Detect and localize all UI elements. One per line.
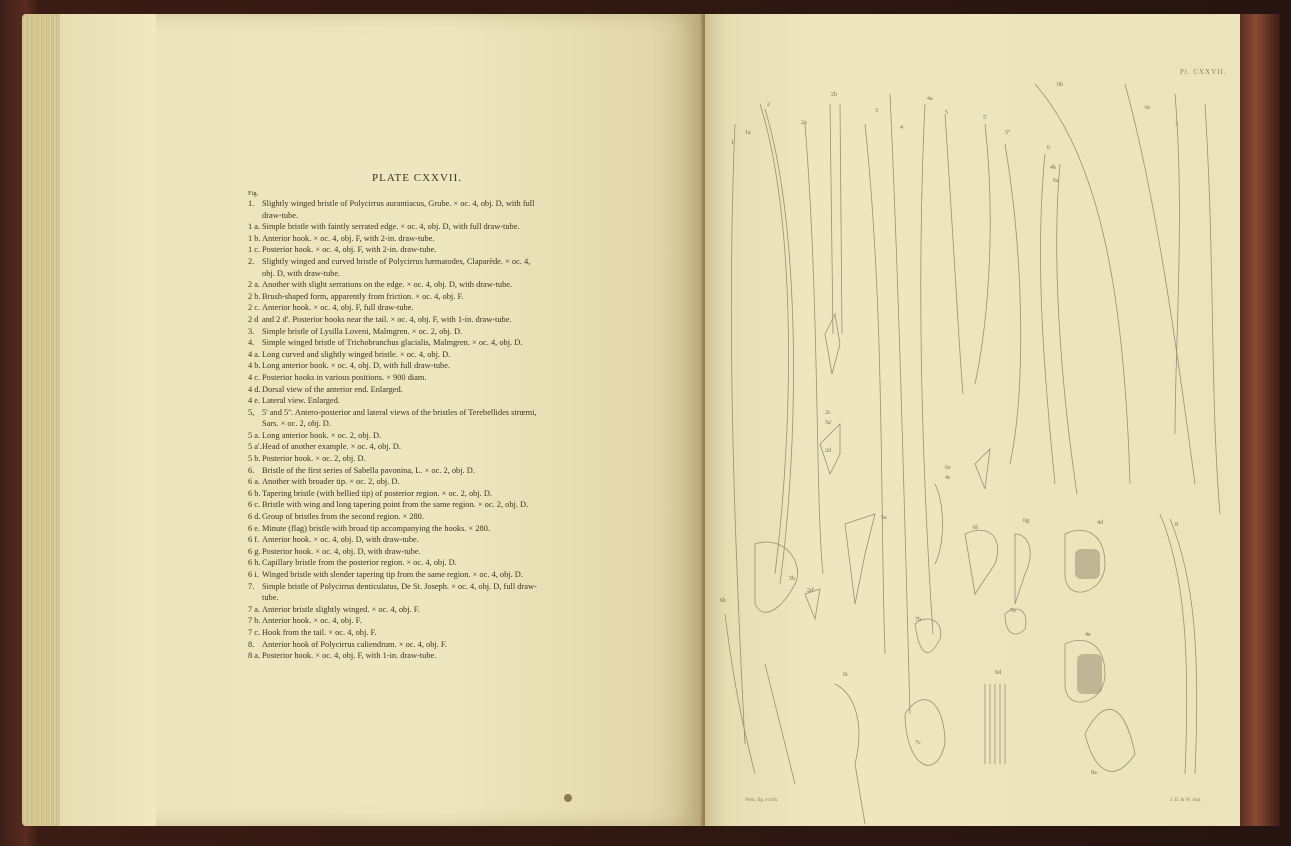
legend-entry: [248, 337, 620, 349]
hook-8a: [1085, 709, 1135, 771]
legend-entry: [248, 523, 620, 535]
page-dot-mark: [564, 794, 572, 802]
legend-fig-number: 7 c.: [248, 627, 261, 637]
legend-fig-description: Anterior hook. × oc. 4, obj. D, with draw-tube.: [262, 535, 419, 545]
legend-fig-description: Winged bristle with slender tapering tip from the same region. × oc. 4, obj. D.: [262, 570, 523, 579]
hook-7c: [905, 700, 945, 766]
legend-fig-description: 5' and 5''. Antero-posterior and lateral views of the bristles of Terebellides strœmi,: [262, 407, 537, 417]
fig-label-2b: 2b: [831, 92, 837, 98]
bristle-3: [865, 124, 885, 654]
legend-fig-number: 6 e.: [248, 523, 261, 533]
left-page-margin: [60, 14, 156, 826]
legend-fig-number: 3.: [248, 326, 255, 336]
fig-label-4a: 4a: [927, 96, 933, 102]
fig-label-2a: 2a: [801, 120, 807, 126]
legend-entry: [248, 349, 620, 361]
book-cover-edge: [1240, 14, 1280, 826]
legend-entry: [248, 279, 620, 291]
legend-fig-description: Anterior bristle slightly winged. × oc. 4, obj. F.: [262, 604, 420, 614]
legend-fig-number: 2 b.: [248, 291, 261, 301]
fig-label-5prime: 5': [983, 115, 988, 121]
plate-title: PLATE CXXVII.: [372, 172, 462, 184]
fig-label-2d: 2d: [825, 448, 831, 454]
fig-label-2: 2: [767, 102, 770, 108]
fig-label-6i: 6i: [843, 672, 848, 678]
legend-fig-description: Another with broader tip. × oc. 2, obj. D.: [262, 477, 400, 487]
legend-fig-number: 2 c.: [248, 303, 261, 313]
hook-5a: [845, 514, 875, 604]
legend-fig-description: Posterior hook. × oc. 4, obj. D, with draw-tube.: [262, 546, 421, 556]
legend-entry: [248, 546, 620, 558]
bristle-2: [760, 104, 789, 574]
legend-fig-number: 8.: [248, 639, 255, 649]
legend-entry: [248, 627, 620, 639]
legend-fig-description: Dorsal view of the anterior end. Enlarged.: [262, 384, 403, 394]
legend-entry: [248, 244, 620, 256]
fig-label-5: 5: [945, 110, 948, 116]
fig-label-6d: 6d: [995, 670, 1001, 676]
fig-label-4c: 4c: [945, 475, 951, 481]
bristle-7a: [1205, 104, 1220, 514]
legend-entry: [248, 384, 620, 396]
worm-lateral-view: [1077, 654, 1102, 694]
bristle-1: [731, 124, 745, 744]
legend-fig-description: Slightly winged and curved bristle of Polycirrus hæmatodes, Claparède. × oc. 4,: [262, 256, 531, 266]
legend-fig-number: 4 e.: [248, 396, 261, 406]
legend-entry: [248, 581, 620, 593]
plate-number: Pl. CXXVII.: [1180, 68, 1227, 76]
legend-entry: [248, 407, 620, 419]
legend-entry: [248, 557, 620, 569]
legend-fig-number: 1 a.: [248, 222, 261, 232]
legend-fig-description: Long anterior hook. × oc. 4, obj. D, with full draw-tube.: [262, 361, 451, 371]
legend-entry: [248, 511, 620, 523]
legend-fig-number: 5 b.: [248, 454, 261, 464]
legend-fig-description: Head of another example. × oc. 4, obj. D.: [262, 442, 401, 452]
fig-label-4e: 4e: [1085, 632, 1091, 638]
fig-label-5a: 5a: [881, 515, 887, 521]
fig-label-3: 3: [875, 108, 878, 114]
fig-label-7: 7: [1175, 122, 1178, 128]
hook-6f: [965, 530, 998, 594]
legend-entry-continuation: Sars. × oc. 2, obj. D.: [262, 419, 331, 429]
legend-entry: [248, 465, 620, 477]
bristle-4a: [921, 104, 933, 634]
legend-fig-description: Bristle with wing and long tapering point from the same region. × oc. 2, obj. D.: [262, 500, 529, 510]
legend-entry: [248, 615, 620, 627]
legend-fig-description: Posterior hook. × oc. 4, obj. F, with 2-in. draw-tube.: [262, 245, 437, 255]
legend-fig-number: 6 f.: [248, 535, 260, 545]
legend-fig-description: Long curved and slightly winged bristle. × oc. 4, obj. D.: [262, 349, 451, 359]
legend-fig-number: 5 a.: [248, 430, 261, 440]
legend-fig-number: 1.: [248, 199, 255, 208]
legend-entry: [248, 476, 620, 488]
fig-label-6h: 6h: [720, 598, 726, 604]
hook-6e: [935, 484, 943, 564]
legend-entry: [248, 430, 620, 442]
legend-fig-number: 4.: [248, 338, 255, 348]
fig-label-1a: 1a: [745, 130, 751, 136]
legend-fig-number: 4 a.: [248, 349, 261, 359]
bristle-6: [1040, 154, 1055, 484]
fig-label-7c: 7c: [915, 740, 921, 746]
bristle-group-6d: [985, 684, 1005, 764]
legend-entry: [248, 314, 620, 326]
fig-label-6b: 6b: [1057, 82, 1063, 88]
legend-entry: [248, 198, 620, 210]
legend-fig-number: 5 a'.: [248, 442, 262, 452]
legend-fig-number: 2 d: [248, 314, 259, 324]
legend-fig-description: Long anterior hook. × oc. 2, obj. D.: [262, 430, 382, 440]
fig-label-6f: 6f: [973, 525, 978, 531]
bristle-5prime: [975, 124, 990, 384]
legend-fig-number: 2.: [248, 256, 255, 266]
legend-fig-description: Anterior hook of Polycirrus caliendrum. × oc. 4, obj. F.: [262, 639, 448, 649]
legend-entry: [248, 360, 620, 372]
legend-fig-number: 4 d.: [248, 384, 261, 394]
legend-entry: [248, 395, 620, 407]
legend-entry: [248, 650, 620, 662]
legend-fig-description: Posterior hooks in various positions. × 900 diam.: [262, 372, 427, 382]
legend-entry: [248, 499, 620, 511]
fig-label-6c: 6c: [1145, 105, 1151, 111]
bristle-6c: [1125, 84, 1195, 484]
legend-fig-description: Slightly winged bristle of Polycirrus aurantiacus, Grube. × oc. 4, obj. D, with full: [262, 199, 535, 208]
bristle-2a: [805, 124, 823, 574]
legend-fig-description: Anterior hook. × oc. 4, obj. F.: [262, 616, 362, 626]
fig-label-4d: 4d: [1097, 520, 1103, 526]
fig-label-4: 4: [900, 125, 903, 131]
legend-fig-description: Simple winged bristle of Trichobranchus glacialis, Malmgren. × oc. 4, obj. D.: [262, 338, 523, 348]
fig-label-8: 8: [1175, 522, 1178, 528]
legend-fig-number: 6.: [248, 465, 255, 475]
legend-fig-number: 6 d.: [248, 512, 261, 522]
legend-entry: [248, 256, 620, 268]
legend-fig-number: 5,: [248, 407, 255, 417]
fig-label-8a: 8a: [1091, 770, 1097, 776]
legend-entry: [248, 441, 620, 453]
hook-6i: [835, 684, 865, 824]
legend-fig-description: Anterior hook. × oc. 4, obj. F, with 2-in. draw-tube.: [262, 233, 435, 243]
fig-label-2dprime: 2d': [807, 588, 815, 594]
legend-fig-number: 7.: [248, 581, 255, 591]
legend-fig-description: Another with slight serrations on the edge. × oc. 4, obj. D, with draw-tube.: [262, 280, 513, 290]
engraver-credit: West, fig. et lith.: [745, 798, 779, 803]
legend-fig-description: Minute (flag) bristle with broad tip accompanying the hooks. × 280.: [262, 523, 491, 533]
bristle-2b: [830, 104, 833, 334]
legend-entry: [248, 372, 620, 384]
legend-fig-number: 2 a.: [248, 280, 261, 290]
legend-fig-number: 1 c.: [248, 245, 261, 255]
plate-illustration: [705, 14, 1240, 826]
legend-fig-number: 4 b.: [248, 361, 261, 371]
hook-7b: [915, 619, 941, 653]
hook-6h: [765, 664, 795, 784]
hook-4c: [975, 449, 990, 489]
legend-fig-number: 6 b.: [248, 488, 261, 498]
fig-label-6g: 6g: [1023, 518, 1029, 524]
figure-legend: [248, 198, 620, 662]
legend-fig-number: 4 c.: [248, 372, 261, 382]
legend-fig-description: and 2 d'. Posterior hooks near the tail. × oc. 4, obj. F, with 1-in. draw-tube.: [262, 314, 512, 324]
bristle-5: [945, 114, 963, 394]
legend-entry-continuation: tube.: [262, 593, 279, 603]
legend-fig-description: Posterior hook. × oc. 2, obj. D.: [262, 454, 366, 464]
legend-fig-description: Posterior hook. × oc. 4, obj. F, with 1-in. draw-tube.: [262, 651, 437, 661]
legend-fig-number: 8 a.: [248, 651, 261, 661]
legend-fig-number: 7 a.: [248, 604, 261, 614]
legend-entry: [248, 233, 620, 245]
fig-label-5b: 5b: [789, 576, 795, 582]
bristle-4: [890, 94, 910, 714]
worm-dorsal-view: [1075, 549, 1100, 579]
bristle-7: [1175, 94, 1179, 434]
legend-entry: [248, 326, 620, 338]
legend-fig-description: Simple bristle of Polycirrus denticulatus, De St. Joseph. × oc. 4, obj. D, full draw-: [262, 581, 537, 591]
fig-label-2c: 2c: [825, 410, 831, 416]
legend-entry: [248, 221, 620, 233]
legend-fig-description: Capillary bristle from the posterior region. × oc. 4, obj. D.: [262, 558, 457, 568]
legend-fig-description: Tapering bristle (with bellied tip) of posterior region. × oc. 2, obj. D.: [262, 488, 492, 498]
legend-entry: [248, 534, 620, 546]
legend-fig-number: 7 b.: [248, 616, 261, 626]
bristle-6a: [1057, 164, 1077, 494]
legend-fig-description: Simple bristle of Lysilla Loveni, Malmgren. × oc. 2, obj. D.: [262, 326, 463, 336]
printer-credit: J. D. & W. imp.: [1170, 798, 1202, 803]
legend-fig-description: Bristle of the first series of Sabella pavonina, L. × oc. 2, obj. D.: [262, 465, 475, 475]
legend-fig-description: Lateral view. Enlarged.: [262, 396, 340, 406]
fig-label-7a: 7a: [1010, 608, 1016, 614]
legend-entry: [248, 291, 620, 303]
legend-fig-number: 6 i.: [248, 570, 259, 579]
fig-label-6e: 6e: [945, 465, 951, 471]
fig-label-4b: 4b: [1050, 165, 1056, 171]
legend-fig-description: Anterior hook. × oc. 4, obj. F, full draw-tube.: [262, 303, 414, 313]
fig-label-6: 6: [1047, 145, 1050, 151]
legend-fig-number: 6 a.: [248, 477, 261, 487]
legend-entry: [248, 604, 620, 616]
bristle-8: [1160, 514, 1187, 774]
legend-fig-number: 6 h.: [248, 558, 261, 568]
legend-fig-number: 6 c.: [248, 500, 261, 510]
legend-fig-number: 6 g.: [248, 546, 261, 556]
legend-entry-continuation: obj. D, with draw-tube.: [262, 268, 341, 278]
legend-entry: [248, 453, 620, 465]
fig-label-7b: 7b: [915, 617, 921, 623]
legend-fig-description: Brush-shaped form, apparently from friction. × oc. 4, obj. F.: [262, 291, 464, 301]
fig-label-5dprime: 5'': [1005, 130, 1011, 136]
legend-fig-description: Group of bristles from the second region. × 280.: [262, 512, 424, 522]
legend-entry-continuation: draw-tube.: [262, 210, 299, 220]
hook-6g: [1015, 534, 1030, 604]
legend-entry: [248, 569, 620, 581]
legend-entry: [248, 302, 620, 314]
fig-label-6a: 6a: [1053, 178, 1059, 184]
legend-entry: [248, 488, 620, 500]
legend-fig-description: Hook from the tail. × oc. 4, obj. F.: [262, 627, 377, 637]
figure-header: Fig.: [248, 190, 259, 197]
fig-label-1: 1: [731, 140, 734, 146]
legend-fig-description: Simple bristle with faintly serrated edge. × oc. 4, obj. D, with full draw-tube.: [262, 222, 520, 232]
fig-label-5aprime: 5a': [825, 420, 832, 426]
legend-fig-number: 1 b.: [248, 233, 261, 243]
legend-entry: [248, 639, 620, 651]
